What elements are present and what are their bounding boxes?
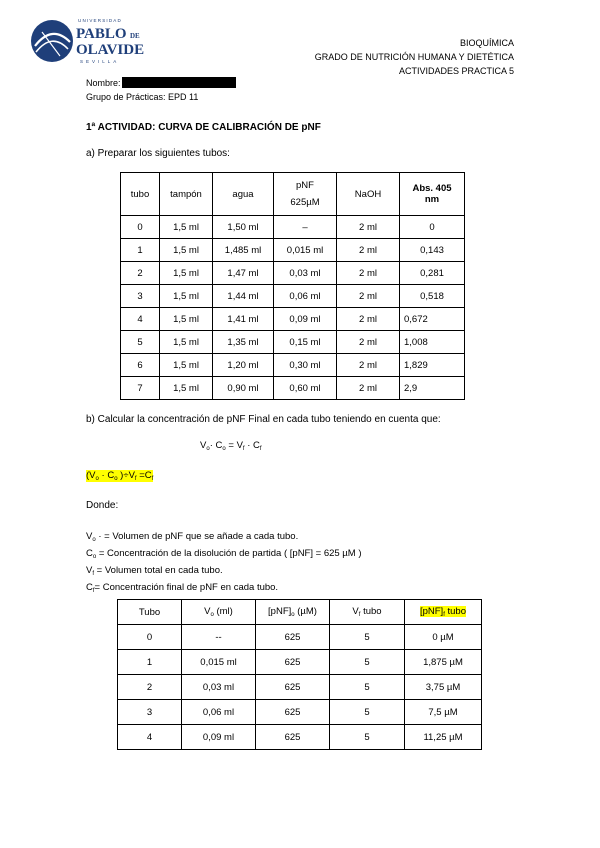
table-cell: 625	[256, 725, 330, 750]
table-cell: 1,5 ml	[160, 308, 213, 331]
table-cell: --	[182, 625, 256, 650]
table-row	[121, 331, 465, 354]
table-row	[118, 675, 482, 700]
activity-title: 1ª ACTIVIDAD: CURVA DE CALIBRACIÓN DE pNF	[86, 122, 321, 133]
table-row	[121, 354, 465, 377]
text-fragment: C	[253, 440, 260, 451]
subscript: o	[114, 476, 118, 482]
subscript: o	[92, 537, 96, 543]
step-b: b) Calcular la concentración de pNF Final en cada tubo teniendo en cuenta que:	[86, 414, 441, 425]
th-vf	[330, 600, 405, 625]
table-cell: 2 ml	[337, 285, 400, 308]
table-cell: 1,41 ml	[213, 308, 274, 331]
table-row	[121, 377, 465, 400]
table-cell: 0,03 ml	[274, 262, 337, 285]
table-cell: 1,5 ml	[160, 262, 213, 285]
th-pnf0	[256, 600, 330, 625]
logo-small: DE	[130, 32, 140, 40]
table-row	[118, 650, 482, 675]
text-fragment: (	[86, 470, 90, 481]
subscript: o	[95, 476, 99, 482]
text-fragment: V	[89, 470, 96, 481]
table-cell: 0,015 ml	[182, 650, 256, 675]
th-tubo: tubo	[121, 173, 160, 216]
table-cell: 5	[330, 725, 405, 750]
table-cell: 2 ml	[337, 331, 400, 354]
table-cell: 1	[121, 239, 160, 262]
table-cell: 1,875 µM	[405, 650, 482, 675]
text-fragment	[420, 606, 466, 617]
text-fragment: C	[86, 582, 93, 593]
logo-city: SEVILLA	[80, 59, 120, 64]
text-fragment: C	[144, 470, 152, 481]
table-row	[121, 285, 465, 308]
def-vf	[86, 564, 362, 581]
table-cell: 0	[121, 216, 160, 239]
text-fragment: V	[86, 565, 93, 576]
table-cell: 7,5 µM	[405, 700, 482, 725]
def-cf	[86, 581, 362, 598]
text-fragment: =	[139, 470, 145, 481]
table-row	[121, 239, 465, 262]
table-cell: 2 ml	[337, 262, 400, 285]
text-fragment: V	[236, 440, 243, 451]
text-fragment: tubo	[444, 606, 467, 617]
table-cell: 1,44 ml	[213, 285, 274, 308]
table-cell: 5	[330, 625, 405, 650]
table-cell: 3	[121, 285, 160, 308]
table-cell: 0,143	[400, 239, 465, 262]
table-cell: 3,75 µM	[405, 675, 482, 700]
student-meta	[86, 76, 236, 104]
text-fragment: = Volumen total en cada tubo.	[94, 565, 223, 576]
header-degree: GRADO DE NUTRICIÓN HUMANA Y DIETÉTICA	[314, 52, 514, 62]
table-cell: 2,9	[400, 377, 465, 400]
table-row	[121, 262, 465, 285]
table-row	[118, 700, 482, 725]
subscript: f	[259, 446, 262, 452]
table-cell: 5	[330, 650, 405, 675]
donde-label: Donde:	[86, 500, 119, 511]
name-label: Nombre:	[86, 78, 121, 88]
table-cell: 625	[256, 700, 330, 725]
text-fragment: = Concentración final de pNF en cada tubo.	[94, 582, 279, 593]
text-fragment: V	[204, 606, 211, 617]
table-cell: 5	[330, 675, 405, 700]
name-redaction	[122, 77, 236, 88]
table-cell: 0,30 ml	[274, 354, 337, 377]
text-fragment: )	[120, 470, 124, 481]
definitions	[86, 530, 362, 598]
th-pnff	[405, 600, 482, 625]
table-cell: 5	[330, 700, 405, 725]
text-fragment: [pNF]	[268, 606, 292, 617]
table-row	[118, 625, 482, 650]
th-tubo2: Tubo	[118, 600, 182, 625]
table-cell: 0,03 ml	[182, 675, 256, 700]
text-fragment: · = Volumen de pNF que se añade a cada tubo.	[95, 531, 299, 542]
table-cell: 2	[121, 262, 160, 285]
table-cell: 0,06 ml	[182, 700, 256, 725]
table-cell: 1,5 ml	[160, 239, 213, 262]
th-pnf: pNF 625µM	[274, 173, 337, 216]
table-cell: 0,90 ml	[213, 377, 274, 400]
text-fragment: C	[107, 470, 115, 481]
text-fragment: = Concentración de la disolución de partida ( [pNF] = 625 µM )	[96, 548, 362, 559]
logo-arc-text: UNIVERSIDAD	[78, 18, 122, 23]
th-tampon: tampón	[160, 173, 213, 216]
step-a: a) Preparar los siguientes tubos:	[86, 148, 230, 159]
subscript: o	[206, 446, 210, 452]
table-row	[121, 308, 465, 331]
th-naoh: NaOH	[337, 173, 400, 216]
subscript: o	[210, 612, 214, 618]
text-fragment: (µM)	[294, 606, 317, 617]
text-fragment: V	[86, 531, 93, 542]
table-cell: 1,35 ml	[213, 331, 274, 354]
group-label: Grupo de Prácticas: EPD 11	[86, 92, 199, 102]
table-cell: 2 ml	[337, 239, 400, 262]
table-cell: 2 ml	[337, 308, 400, 331]
text-fragment: C	[86, 548, 93, 559]
table-cell: 0	[400, 216, 465, 239]
subscript: f	[443, 612, 445, 618]
text-fragment: tubo	[360, 606, 382, 617]
text-fragment: ·	[101, 470, 105, 481]
text-fragment: ·	[247, 440, 251, 451]
table-cell: 1,5 ml	[160, 377, 213, 400]
university-logo	[30, 16, 150, 66]
text-fragment: C	[215, 440, 223, 451]
table-cell: 2 ml	[337, 354, 400, 377]
table-cell: 1,5 ml	[160, 331, 213, 354]
preparation-table	[120, 172, 465, 400]
subscript: o	[222, 446, 226, 452]
table-header-row	[121, 173, 465, 216]
table-cell: 0	[118, 625, 182, 650]
table-cell: 625	[256, 675, 330, 700]
table-cell: 1,485 ml	[213, 239, 274, 262]
table-cell: 6	[121, 354, 160, 377]
text-fragment: [pNF]	[419, 606, 444, 617]
table-row	[121, 216, 465, 239]
subscript: f	[92, 588, 95, 594]
table-cell: 0,015 ml	[274, 239, 337, 262]
table-cell: –	[274, 216, 337, 239]
table-cell: 2 ml	[337, 216, 400, 239]
logo-line2: OLAVIDE	[76, 42, 145, 58]
text-fragment: (ml)	[213, 606, 233, 617]
highlighted-formula	[86, 470, 153, 482]
concentration-table	[117, 599, 482, 750]
table-cell: 0,15 ml	[274, 331, 337, 354]
table-cell: 625	[256, 650, 330, 675]
subscript: f	[358, 612, 361, 618]
subscript: f	[151, 476, 154, 482]
table-cell: 1,5 ml	[160, 354, 213, 377]
table-cell: 5	[121, 331, 160, 354]
subscript: f	[134, 476, 137, 482]
table-cell: 1,47 ml	[213, 262, 274, 285]
table-cell: 4	[121, 308, 160, 331]
logo-line1: PABLO	[76, 26, 127, 42]
subscript: o	[291, 612, 295, 618]
th-v0	[182, 600, 256, 625]
def-c0	[86, 547, 362, 564]
th-abs: Abs. 405 nm	[400, 173, 465, 216]
table-cell: 0,518	[400, 285, 465, 308]
table-row	[118, 725, 482, 750]
table-cell: 0,09 ml	[274, 308, 337, 331]
subscript: o	[92, 554, 97, 560]
table-cell: 625	[256, 625, 330, 650]
table-cell: 11,25 µM	[405, 725, 482, 750]
header-subject: BIOQUÍMICA	[459, 38, 514, 48]
table-cell: 0,281	[400, 262, 465, 285]
table-cell: 0,09 ml	[182, 725, 256, 750]
th-agua: agua	[213, 173, 274, 216]
table-cell: 7	[121, 377, 160, 400]
text-fragment: V	[200, 440, 207, 451]
table-cell: 2 ml	[337, 377, 400, 400]
text-fragment: =	[228, 440, 234, 451]
table-cell: 3	[118, 700, 182, 725]
table-cell: 1,20 ml	[213, 354, 274, 377]
text-fragment: ·	[209, 440, 213, 451]
table-cell: 0,60 ml	[274, 377, 337, 400]
dilution-formula	[200, 440, 262, 452]
text-fragment: V	[352, 606, 359, 617]
table-header-row	[118, 600, 482, 625]
table-cell: 4	[118, 725, 182, 750]
subscript: f	[242, 446, 245, 452]
text-fragment: V	[128, 470, 135, 481]
table-cell: 1,5 ml	[160, 216, 213, 239]
table-cell: 0,672	[400, 308, 465, 331]
subscript: f	[92, 571, 95, 577]
table-cell: 1	[118, 650, 182, 675]
table-cell: 0,06 ml	[274, 285, 337, 308]
table-cell: 1,829	[400, 354, 465, 377]
table-cell: 1,008	[400, 331, 465, 354]
def-v0	[86, 530, 362, 547]
table-cell: 1,5 ml	[160, 285, 213, 308]
document-header	[315, 36, 514, 78]
text-fragment: ÷	[123, 470, 129, 481]
table-cell: 0 µM	[405, 625, 482, 650]
table-cell: 1,50 ml	[213, 216, 274, 239]
table-cell: 2	[118, 675, 182, 700]
logo-emblem-icon	[30, 16, 150, 66]
header-activities: ACTIVIDADES PRACTICA 5	[398, 66, 514, 76]
